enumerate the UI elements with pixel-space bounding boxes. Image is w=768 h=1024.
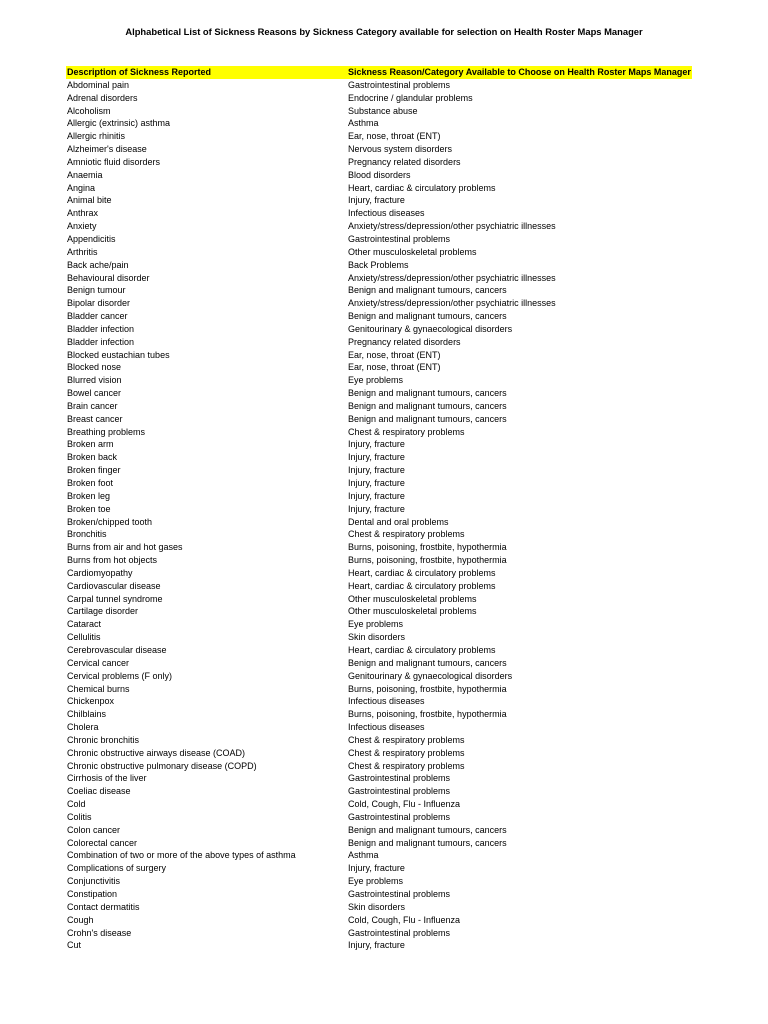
table-row (66, 426, 692, 439)
table-row (66, 490, 692, 503)
table-header-row (66, 66, 692, 79)
page-title: Alphabetical List of Sickness Reasons by Sickness Category available for selection on Health Roster Maps Manager (125, 26, 643, 37)
table-row (66, 182, 692, 195)
sickness-category: Chest & respiratory problems (348, 529, 465, 540)
table-row (66, 939, 692, 952)
sickness-description: Abdominal pain (67, 79, 130, 90)
table-row (66, 259, 692, 272)
table-row (66, 451, 692, 464)
sickness-category: Injury, fracture (348, 439, 405, 450)
table-row (66, 695, 692, 708)
sickness-description: Alcoholism (67, 105, 111, 116)
sickness-description: Cardiovascular disease (67, 580, 161, 591)
table-row (66, 220, 692, 233)
sickness-category: Cold, Cough, Flu - Influenza (348, 799, 461, 810)
table-row (66, 862, 692, 875)
sickness-description: Anaemia (67, 169, 103, 180)
column-header-category: Sickness Reason/Category Available to Choose on Health Roster Maps Manager (348, 67, 691, 77)
sickness-description: Blurred vision (67, 375, 122, 386)
sickness-category: Gastrointestinal problems (348, 889, 451, 899)
sickness-description: Amniotic fluid disorders (67, 156, 161, 167)
table-row (66, 194, 692, 207)
sickness-description: Conjunctivitis (67, 876, 121, 887)
sickness-category: Ear, nose, throat (ENT) (348, 362, 441, 373)
sickness-category: Benign and malignant tumours, cancers (348, 285, 507, 296)
sickness-category: Heart, cardiac & circulatory problems (348, 182, 496, 193)
sickness-category: Pregnancy related disorders (348, 336, 461, 347)
sickness-description: Burns from hot objects (67, 555, 158, 566)
table-row (66, 387, 692, 400)
sickness-category: Injury, fracture (348, 940, 405, 951)
sickness-category: Anxiety/stress/depression/other psychiatric illnesses (348, 221, 556, 232)
sickness-description: Bladder cancer (67, 311, 128, 322)
sickness-category: Eye problems (348, 375, 404, 386)
table-row (66, 811, 692, 824)
sickness-description: Bronchitis (67, 529, 107, 540)
sickness-category: Substance abuse (348, 105, 418, 116)
sickness-category: Chest & respiratory problems (348, 760, 465, 771)
sickness-category: Benign and malignant tumours, cancers (348, 388, 507, 399)
table-row (66, 400, 692, 413)
sickness-category: Eye problems (348, 876, 404, 887)
sickness-description: Behavioural disorder (67, 272, 150, 283)
table-row (66, 528, 692, 541)
table-row (66, 901, 692, 914)
sickness-description: Cervical cancer (67, 657, 130, 668)
sickness-description: Coeliac disease (67, 786, 131, 797)
table-row (66, 503, 692, 516)
table-row (66, 618, 692, 631)
sickness-description: Broken back (67, 452, 118, 463)
sickness-description: Back ache/pain (67, 259, 129, 270)
sickness-category: Endocrine / glandular problems (348, 92, 473, 103)
table-row (66, 361, 692, 374)
sickness-category: Nervous system disorders (348, 144, 453, 155)
sickness-description: Cardiomyopathy (67, 567, 133, 578)
table-row (66, 117, 692, 130)
sickness-category: Skin disorders (348, 632, 406, 643)
table-row (66, 734, 692, 747)
sickness-category: Injury, fracture (348, 452, 405, 463)
table-row (66, 105, 692, 118)
sickness-description: Blocked nose (67, 362, 122, 373)
sickness-category: Benign and malignant tumours, cancers (348, 824, 507, 835)
sickness-category: Other musculoskeletal problems (348, 606, 477, 617)
sickness-description: Cerebrovascular disease (67, 644, 167, 655)
table-row (66, 580, 692, 593)
sickness-description: Bladder infection (67, 323, 135, 334)
table-row (66, 169, 692, 182)
table-row (66, 310, 692, 323)
sickness-description: Broken finger (67, 465, 121, 476)
sickness-category: Ear, nose, throat (ENT) (348, 131, 441, 142)
sickness-category: Benign and malignant tumours, cancers (348, 400, 507, 411)
sickness-category: Pregnancy related disorders (348, 156, 461, 167)
table-row (66, 772, 692, 785)
sickness-category: Injury, fracture (348, 503, 405, 514)
table-row (66, 336, 692, 349)
table-row (66, 79, 692, 92)
table-row (66, 156, 692, 169)
sickness-category: Chest & respiratory problems (348, 734, 465, 745)
table-row (66, 837, 692, 850)
sickness-category: Blood disorders (348, 169, 411, 180)
sickness-category: Burns, poisoning, frostbite, hypothermia (348, 709, 507, 720)
sickness-description: Complications of surgery (67, 863, 167, 874)
table-row (66, 644, 692, 657)
sickness-description: Colon cancer (67, 824, 121, 835)
sickness-description: Bipolar disorder (67, 298, 131, 309)
sickness-category: Infectious diseases (348, 696, 425, 707)
table-row (66, 323, 692, 336)
sickness-description: Chemical burns (67, 683, 130, 694)
sickness-category: Burns, poisoning, frostbite, hypothermia (348, 542, 507, 553)
sickness-category: Chest & respiratory problems (348, 747, 465, 758)
sickness-category: Burns, poisoning, frostbite, hypothermia (348, 683, 507, 694)
table-row (66, 567, 692, 580)
sickness-description: Cellulitis (67, 632, 101, 643)
table-row (66, 657, 692, 670)
sickness-category: Gastrointestinal problems (348, 786, 451, 797)
table-row (66, 798, 692, 811)
sickness-description: Alzheimer's disease (67, 144, 147, 155)
sickness-category: Chest & respiratory problems (348, 426, 465, 437)
sickness-description: Broken/chipped tooth (67, 516, 153, 527)
sickness-category: Gastrointestinal problems (348, 927, 451, 938)
table-row (66, 464, 692, 477)
sickness-description: Combination of two or more of the above types of asthma (67, 850, 296, 861)
table-row (66, 593, 692, 606)
sickness-category: Injury, fracture (348, 195, 405, 206)
sickness-category: Ear, nose, throat (ENT) (348, 349, 441, 360)
sickness-category: Back Problems (348, 259, 409, 270)
sickness-description: Chronic obstructive pulmonary disease (COPD) (67, 760, 257, 771)
sickness-category: Injury, fracture (348, 863, 405, 874)
sickness-description: Breathing problems (67, 426, 146, 437)
table-row (66, 670, 692, 683)
sickness-description: Angina (67, 182, 96, 193)
sickness-category: Eye problems (348, 619, 404, 630)
table-row (66, 721, 692, 734)
table-row (66, 374, 692, 387)
column-header-description: Description of Sickness Reported (67, 67, 212, 77)
table-row (66, 92, 692, 105)
sickness-category: Dental and oral problems (348, 516, 449, 527)
sickness-category: Gastrointestinal problems (348, 233, 451, 244)
sickness-category: Anxiety/stress/depression/other psychiatric illnesses (348, 272, 556, 283)
sickness-category: Skin disorders (348, 901, 406, 912)
table-row (66, 875, 692, 888)
sickness-description: Broken arm (67, 439, 114, 450)
sickness-description: Cartilage disorder (67, 606, 139, 617)
table-row (66, 246, 692, 259)
sickness-description: Chronic obstructive airways disease (COAD) (67, 747, 246, 758)
sickness-category: Benign and malignant tumours, cancers (348, 837, 507, 848)
table-row (66, 631, 692, 644)
sickness-description: Bowel cancer (67, 388, 122, 399)
sickness-description: Arthritis (67, 246, 98, 257)
sickness-description: Broken toe (67, 503, 111, 514)
sickness-category: Burns, poisoning, frostbite, hypothermia (348, 555, 507, 566)
sickness-description: Colitis (67, 811, 92, 822)
sickness-description: Cirrhosis of the liver (67, 773, 147, 784)
sickness-category: Anxiety/stress/depression/other psychiatric illnesses (348, 298, 556, 309)
table-row (66, 888, 692, 901)
sickness-description: Cough (67, 914, 94, 925)
sickness-table (66, 66, 692, 952)
sickness-description: Chickenpox (67, 696, 115, 707)
sickness-description: Blocked eustachian tubes (67, 349, 170, 360)
sickness-category: Gastrointestinal problems (348, 79, 451, 90)
table-row (66, 747, 692, 760)
sickness-description: Broken foot (67, 478, 114, 488)
table-row (66, 760, 692, 773)
sickness-description: Carpal tunnel syndrome (67, 593, 163, 604)
table-row (66, 516, 692, 529)
table-row (66, 541, 692, 554)
table-row (66, 233, 692, 246)
table-row (66, 349, 692, 362)
sickness-description: Appendicitis (67, 233, 116, 244)
sickness-description: Colorectal cancer (67, 837, 138, 848)
sickness-description: Chilblains (67, 709, 107, 720)
sickness-description: Animal bite (67, 195, 112, 206)
sickness-category: Heart, cardiac & circulatory problems (348, 644, 496, 655)
sickness-category: Other musculoskeletal problems (348, 246, 477, 257)
sickness-category: Asthma (348, 850, 379, 861)
sickness-description: Anxiety (67, 221, 97, 232)
table-row (66, 824, 692, 837)
table-row (66, 438, 692, 451)
table-row (66, 130, 692, 143)
table-row (66, 683, 692, 696)
sickness-category: Genitourinary & gynaecological disorders (348, 323, 513, 334)
table-row (66, 914, 692, 927)
sickness-category: Genitourinary & gynaecological disorders (348, 670, 513, 681)
table-row (66, 284, 692, 297)
sickness-description: Constipation (67, 889, 118, 899)
table-row (66, 927, 692, 940)
table-row (66, 207, 692, 220)
sickness-category: Injury, fracture (348, 490, 405, 501)
table-row (66, 785, 692, 798)
sickness-category: Infectious diseases (348, 208, 425, 219)
table-row (66, 143, 692, 156)
sickness-category: Injury, fracture (348, 478, 405, 488)
sickness-category: Gastrointestinal problems (348, 811, 451, 822)
table-row (66, 554, 692, 567)
table-row (66, 477, 692, 490)
sickness-description: Breast cancer (67, 413, 123, 424)
sickness-category: Asthma (348, 118, 379, 129)
sickness-category: Heart, cardiac & circulatory problems (348, 567, 496, 578)
sickness-category: Heart, cardiac & circulatory problems (348, 580, 496, 591)
sickness-category: Benign and malignant tumours, cancers (348, 657, 507, 668)
sickness-description: Cataract (67, 619, 102, 630)
sickness-description: Bladder infection (67, 336, 135, 347)
table-row (66, 297, 692, 310)
sickness-category: Cold, Cough, Flu - Influenza (348, 914, 461, 925)
sickness-description: Allergic (extrinsic) asthma (67, 118, 171, 129)
sickness-description: Contact dermatitis (67, 901, 140, 912)
sickness-description: Chronic bronchitis (67, 734, 140, 745)
sickness-category: Benign and malignant tumours, cancers (348, 311, 507, 322)
table-row (66, 605, 692, 618)
table-row (66, 272, 692, 285)
sickness-category: Injury, fracture (348, 465, 405, 476)
table-row (66, 708, 692, 721)
sickness-description: Benign tumour (67, 285, 126, 296)
sickness-description: Adrenal disorders (67, 92, 138, 103)
table-row (66, 413, 692, 426)
sickness-description: Broken leg (67, 490, 111, 501)
sickness-description: Cut (67, 940, 82, 951)
sickness-description: Cervical problems (F only) (67, 670, 173, 681)
sickness-description: Cold (67, 799, 86, 810)
table-body (66, 79, 692, 952)
sickness-description: Cholera (67, 722, 99, 733)
sickness-category: Infectious diseases (348, 722, 425, 733)
sickness-category: Gastrointestinal problems (348, 773, 451, 784)
sickness-category: Benign and malignant tumours, cancers (348, 413, 507, 424)
sickness-description: Allergic rhinitis (67, 131, 126, 142)
sickness-description: Anthrax (67, 208, 99, 219)
sickness-description: Crohn's disease (67, 927, 132, 938)
table-row (66, 849, 692, 862)
sickness-description: Burns from air and hot gases (67, 542, 183, 553)
sickness-category: Other musculoskeletal problems (348, 593, 477, 604)
sickness-description: Brain cancer (67, 400, 118, 411)
